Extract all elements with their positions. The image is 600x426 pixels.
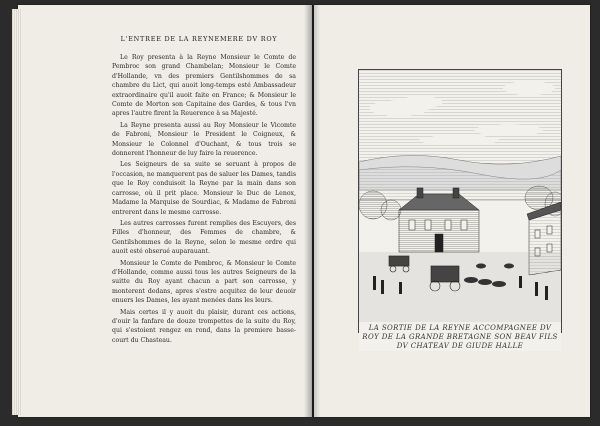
right-page [314, 5, 590, 417]
running-head: L'ENTREE DE LA REYNEMERE DV ROY [120, 35, 278, 43]
left-page [18, 5, 312, 417]
body-text [112, 53, 296, 347]
paragraph: Mais certes il y auoit du plaisir, durant ces actions, d'ouir la fanfare de douze trompettes de la suite du Roy, qui s'estoient rengez en rond, dans la premiere basse-court du Chasteau. [112, 308, 296, 344]
page-edges [12, 9, 22, 415]
open-book [18, 5, 592, 419]
paragraph: Les Seigneurs de sa suite se seruant à propos de l'occasion, ne manquerent pas de saluer les Dames, tandis que le Roy conduisoit la Reyne par la main dans son carrosse, où il prit place. Monsieur le Duc de Lenox, Madame la Marquise de Sourdiac, & Madame de Fabroni entrerent dans le mesme carrosse. [112, 161, 296, 216]
paragraph: La Reyne presenta aussi au Roy Monsieur le Vicomte de Fabroni, Monsieur le President le Coigneux, & Monsieur le Colonnel d'Ouchant, & tous trois se donnerent l'honneur de luy faire la reuerence. [112, 121, 296, 158]
paragraph: Monsieur le Comte de Pembroc, & Monsieur le Comte d'Hollande, comme aussi tous les autres Seigneurs de la suitte du Roy ayant chacun a part son carrosse, y monterent dedans, apres s'estre acquitez de leur deuoir enuers les Dames, les ayant menées dans les leurs. [112, 259, 296, 305]
paragraph: Le Roy presenta à la Reyne Monsieur le Comte de Pembroc son grand Chambelan; Monsieur le Comte d'Hollande, vn des premiers Gentilshommes de sa chambre du Lict, qui auoit long-temps esté Ambassadeur extraordinaire qu'il auoit faite en France; & Monsieur le Comte de Morton son Capitaine des Gardes, & tous l'vn apres l'autre firent la Reuerence à sa Majesté. [112, 54, 296, 118]
plate-caption: LA SORTIE DE LA REYNE ACCOMPAGNEE DV ROY DE LA GRANDE BRETAGNE SON BEAV FILS DV CHATEAV DE GIUDE HALLE [359, 322, 561, 351]
engraving-illustration [359, 70, 561, 332]
engraving-plate [358, 69, 562, 350]
paragraph: Les autres carrosses furent remplies des Escuyers, des Filles d'honneur, des Femmes de chambre, & Gentilshommes de la Reyne, selon le mesme ordre qui auoit esté obserué auparauant. [112, 219, 296, 256]
